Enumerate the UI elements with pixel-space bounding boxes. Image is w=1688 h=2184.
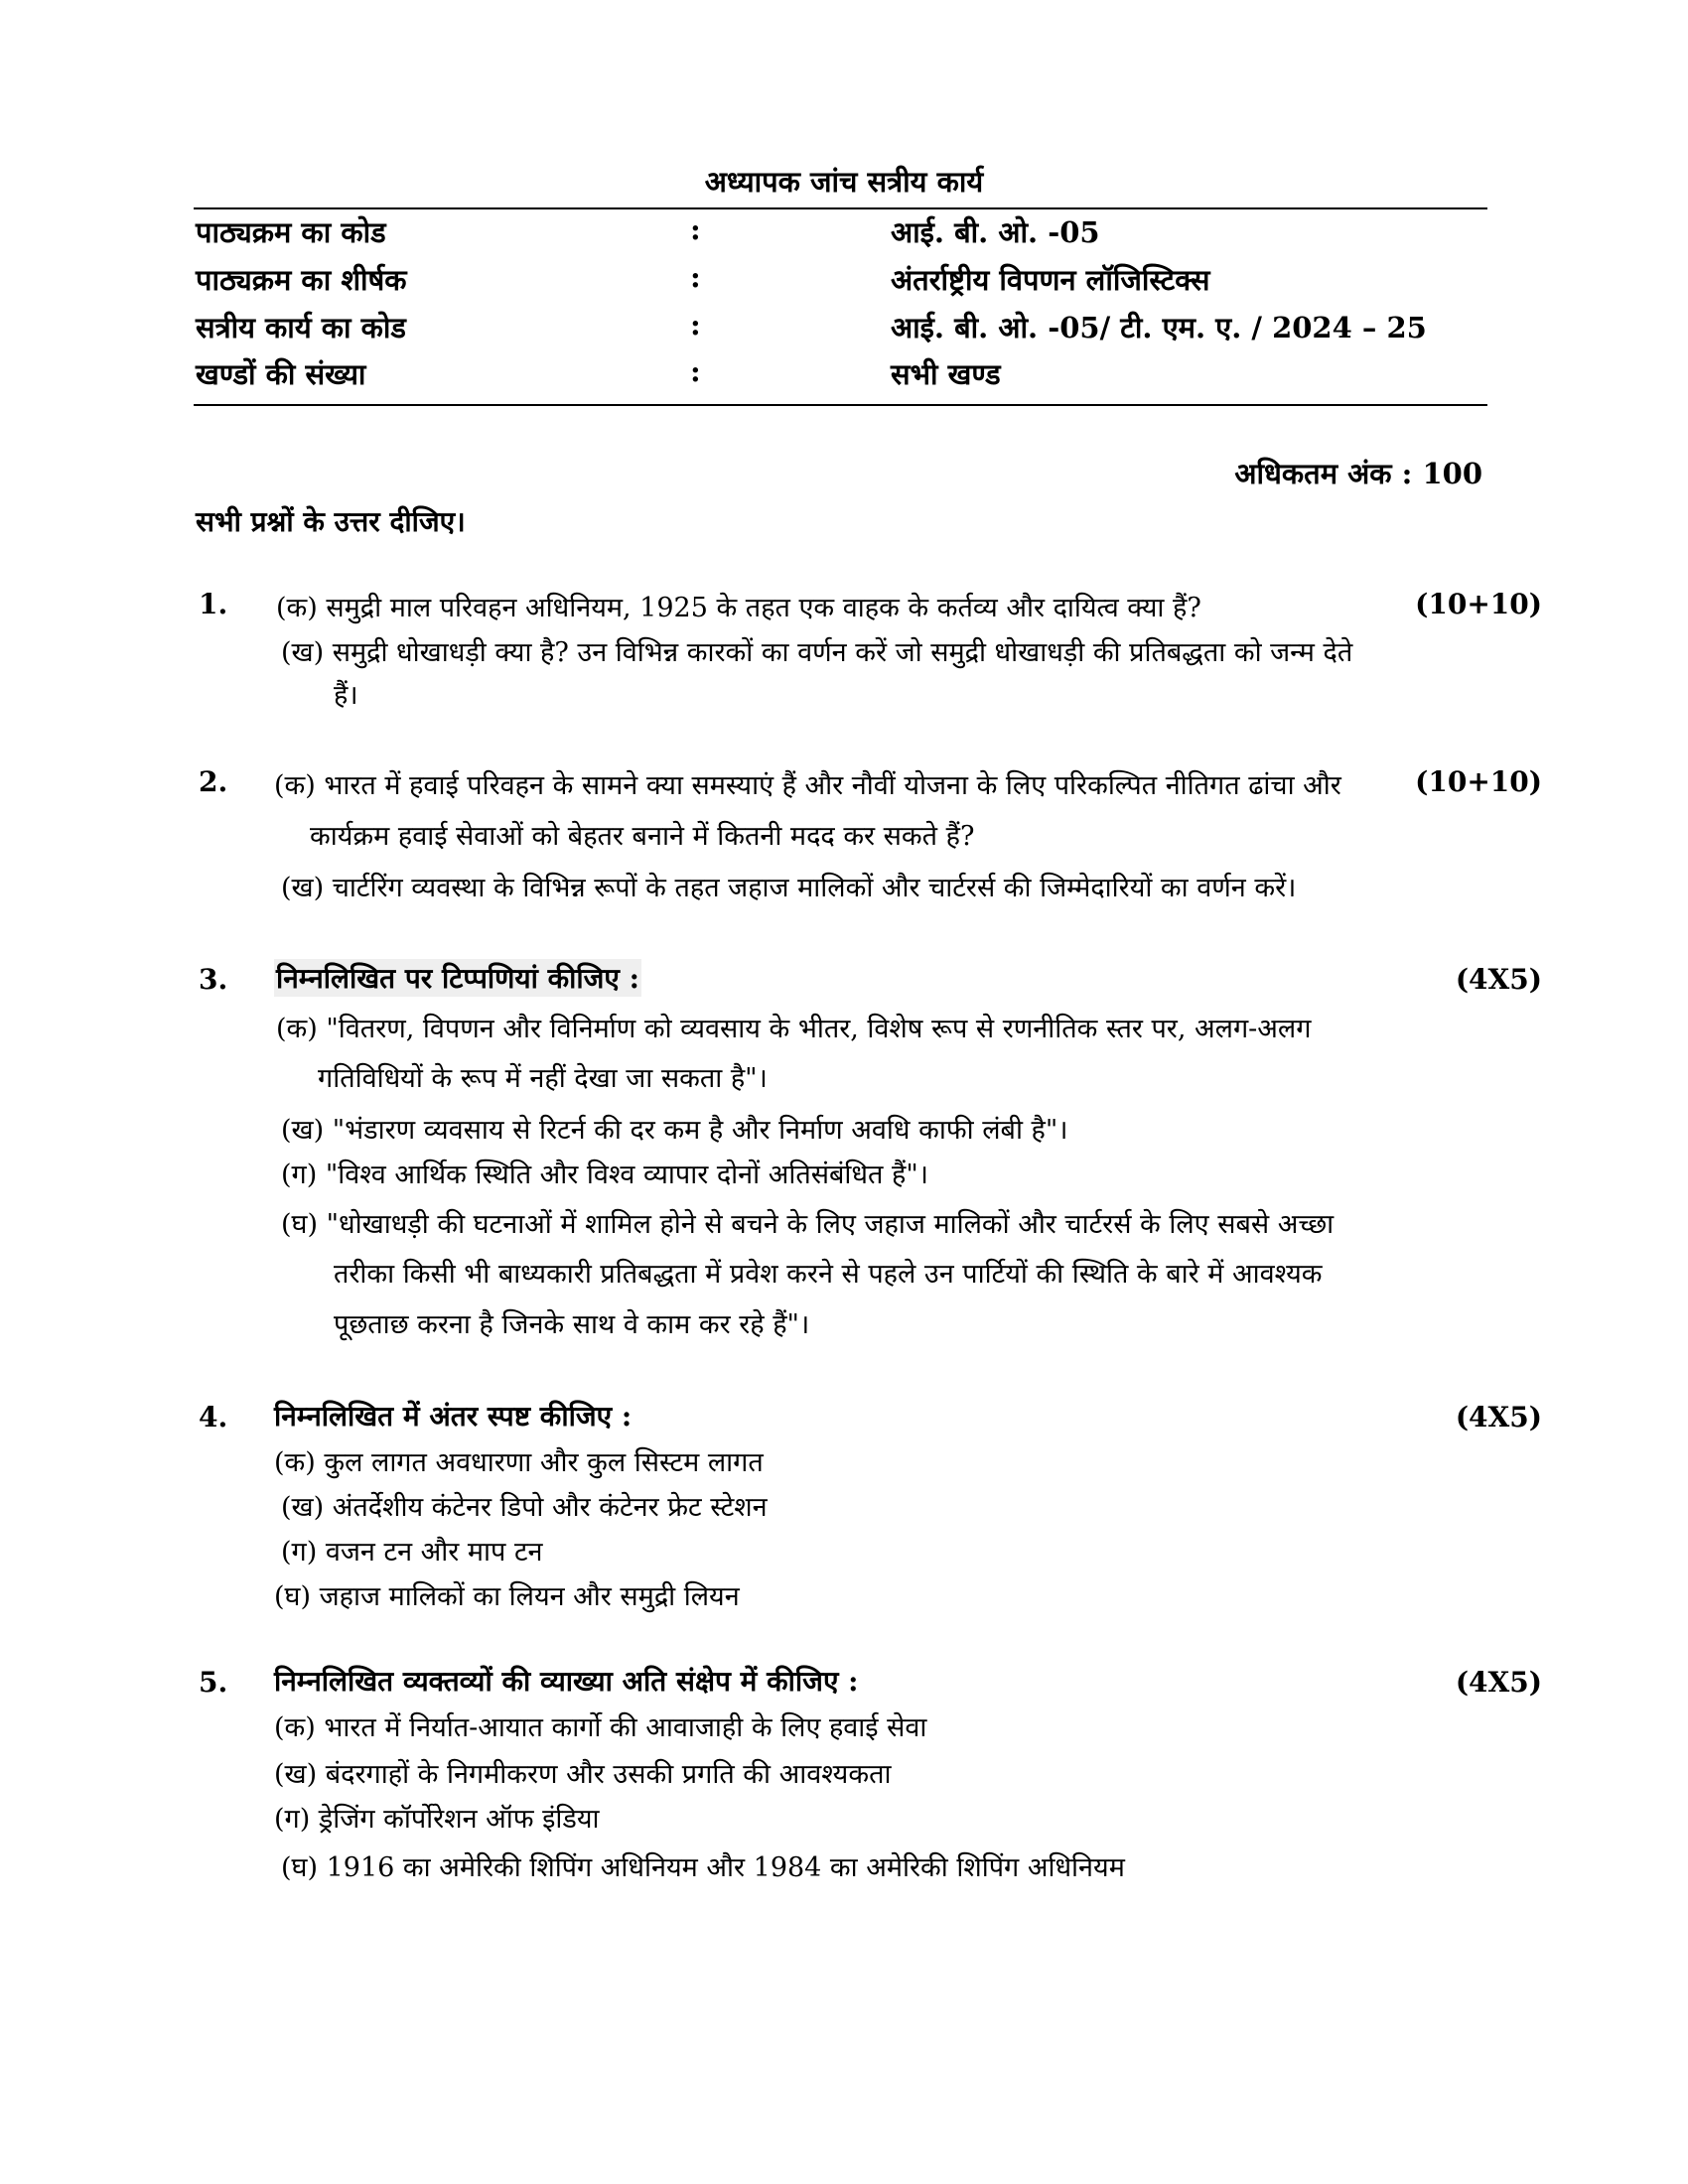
question-part: (घ) 1916 का अमेरिकी शिपिंग अधिनियम और 1984 का अमेरिकी शिपिंग अधिनियम bbox=[281, 1852, 1125, 1883]
blocks-count-value: सभी खण्ड bbox=[891, 357, 1001, 391]
question-part: (क) समुद्री माल परिवहन अधिनियम, 1925 के तहत एक वाहक के कर्तव्य और दायित्व क्या हैं? bbox=[276, 593, 1201, 623]
question-part: (ख) समुद्री धोखाधड़ी क्या है? उन विभिन्न कारकों का वर्णन करें जो समुद्री धोखाधड़ी की प्रतिबद्धता को जन्म देते bbox=[281, 637, 1353, 668]
question-part: (क) भारत में निर्यात-आयात कार्गो की आवाजाही के लिए हवाई सेवा bbox=[274, 1712, 927, 1743]
question-marks: (4X5) bbox=[1455, 1666, 1542, 1699]
max-marks: अधिकतम अंक : 100 bbox=[1234, 457, 1482, 490]
course-title-label: पाठ्यक्रम का शीर्षक bbox=[196, 263, 407, 297]
question-part: (क) भारत में हवाई परिवहन के सामने क्या समस्याएं हैं और नौवीं योजना के लिए परिकल्पित नीतिगत ढांचा और bbox=[274, 770, 1341, 801]
question-part-continuation: हैं। bbox=[334, 680, 358, 711]
course-code-label: पाठ्यक्रम का कोड bbox=[196, 215, 386, 249]
blocks-count-row bbox=[196, 354, 1486, 400]
assignment-code-row bbox=[196, 308, 1486, 353]
question-number: 4. bbox=[199, 1401, 228, 1433]
question-part-continuation: पूछताछ करना है जिनके साथ वे काम कर रहे हैं"। bbox=[334, 1309, 810, 1340]
question-part: (ख) चार्टरिंग व्यवस्था के विभिन्न रूपों के तहत जहाज मालिकों और चार्टरर्स की जिम्मेदारियों का वर्णन करें। bbox=[281, 873, 1297, 903]
question-marks: (10+10) bbox=[1415, 588, 1542, 620]
question-part-continuation: कार्यक्रम हवाई सेवाओं को बेहतर बनाने में कितनी मदद कर सकते हैं? bbox=[310, 821, 975, 852]
question-part: (ख) अंतर्देशीय कंटेनर डिपो और कंटेनर फ्रेट स्टेशन bbox=[281, 1492, 768, 1523]
question-part: (ख) बंदरगाहों के निगमीकरण और उसकी प्रगति की आवश्यकता bbox=[274, 1759, 892, 1790]
assignment-code-label: सत्रीय कार्य का कोड bbox=[196, 311, 406, 344]
question-heading: निम्नलिखित व्यक्तव्यों की व्याख्या अति संक्षेप में कीजिए : bbox=[274, 1665, 859, 1698]
question-number: 5. bbox=[199, 1666, 228, 1699]
assignment-code-colon: : bbox=[690, 308, 701, 341]
course-title-value: अंतर्राष्ट्रीय विपणन लॉजिस्टिक्स bbox=[891, 263, 1210, 297]
course-code-row bbox=[196, 212, 1486, 258]
question-marks: (10+10) bbox=[1415, 765, 1542, 798]
course-code-value: आई. बी. ओ. -05 bbox=[891, 215, 1100, 249]
question-part: (घ) "धोखाधड़ी की घटनाओं में शामिल होने से बचने के लिए जहाज मालिकों और चार्टरर्स के लिए सबसे अच्छा bbox=[281, 1209, 1335, 1240]
question-part: (ग) ड्रेजिंग कॉर्पोरेशन ऑफ इंडिया bbox=[274, 1804, 600, 1835]
question-number: 2. bbox=[199, 765, 228, 798]
question-part: (क) कुल लागत अवधारणा और कुल सिस्टम लागत bbox=[274, 1447, 764, 1478]
header-bottom-rule bbox=[194, 404, 1487, 406]
question-marks: (4X5) bbox=[1455, 1401, 1542, 1433]
document-title: अध्यापक जांच सत्रीय कार्य bbox=[704, 165, 984, 199]
blocks-count-colon: : bbox=[690, 354, 701, 388]
question-heading: निम्नलिखित में अंतर स्पष्ट कीजिए : bbox=[274, 1400, 633, 1433]
question-part: (ग) "विश्व आर्थिक स्थिति और विश्व व्यापार दोनों अतिसंबंधित हैं"। bbox=[281, 1160, 928, 1190]
question-number: 1. bbox=[199, 588, 228, 620]
question-part: (ग) वजन टन और माप टन bbox=[281, 1537, 543, 1568]
header-top-rule bbox=[194, 207, 1487, 209]
course-title-row bbox=[196, 260, 1486, 306]
question-part-continuation: तरीका किसी भी बाध्यकारी प्रतिबद्धता में प्रवेश करने से पहले उन पार्टियों की स्थिति के बारे में आवश्यक bbox=[334, 1259, 1323, 1290]
question-heading: निम्नलिखित पर टिप्पणियां कीजिए : bbox=[274, 959, 641, 997]
question-part: (ख) "भंडारण व्यवसाय से रिटर्न की दर कम है और निर्माण अवधि काफी लंबी है"। bbox=[281, 1115, 1068, 1146]
question-marks: (4X5) bbox=[1455, 963, 1542, 996]
course-title-colon: : bbox=[690, 260, 701, 294]
question-part: (क) "वितरण, विपणन और विनिर्माण को व्यवसाय के भीतर, विशेष रूप से रणनीतिक स्तर पर, अलग-अलग bbox=[276, 1014, 1312, 1044]
blocks-count-label: खण्डों की संख्या bbox=[196, 357, 366, 391]
assignment-code-value: आई. बी. ओ. -05/ टी. एम. ए. / 2024 – 25 bbox=[891, 311, 1427, 344]
instructions: सभी प्रश्नों के उत्तर दीजिए। bbox=[196, 505, 466, 538]
question-part: (घ) जहाज मालिकों का लियन और समुद्री लियन bbox=[274, 1581, 740, 1612]
course-code-colon: : bbox=[690, 212, 701, 246]
question-part-continuation: गतिविधियों के रूप में नहीं देखा जा सकता है"। bbox=[318, 1063, 768, 1094]
question-number: 3. bbox=[199, 963, 228, 996]
